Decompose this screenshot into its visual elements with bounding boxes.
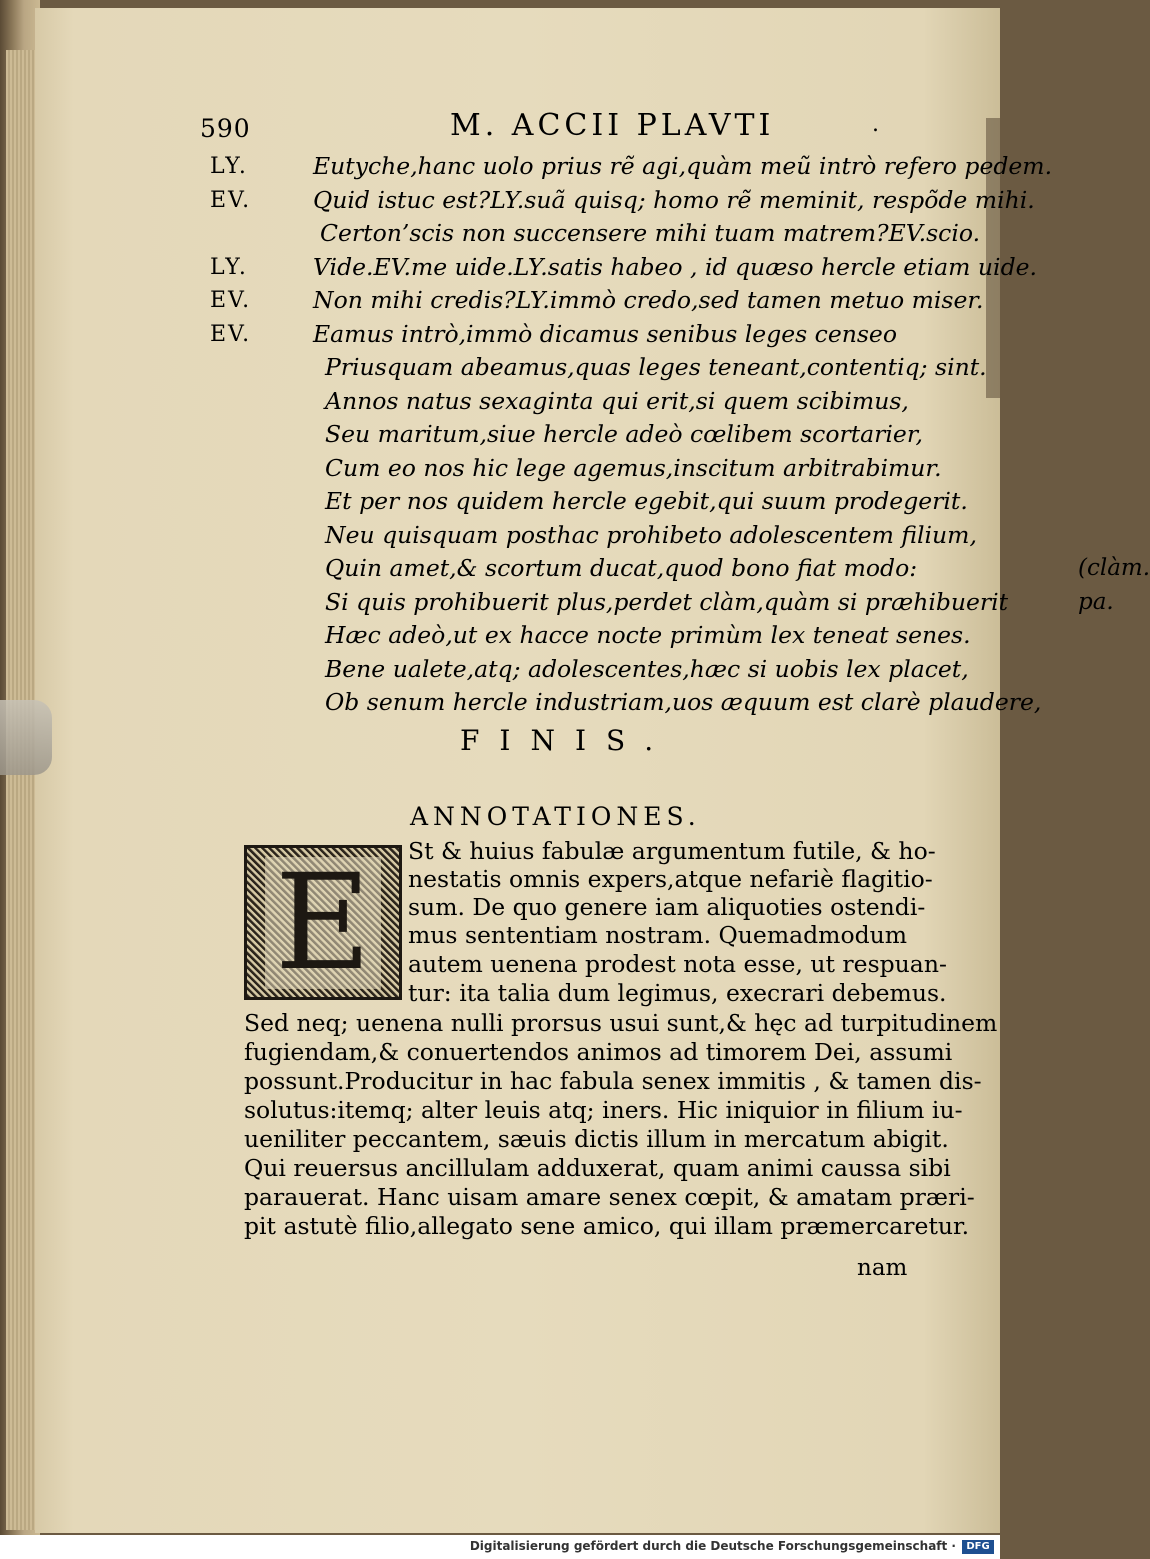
- verse-text: Vide.EV.me uide.LY.satis habeo , id quæso hercle etiam uide.: [313, 252, 1037, 281]
- verse-line: [210, 519, 977, 553]
- verse-line: [210, 452, 950, 486]
- verse-line: [210, 351, 987, 385]
- verse-line: [210, 385, 950, 419]
- verse-text: Hæc adeò,ut ex hacce nocte primùm lex teneat senes.: [325, 621, 971, 649]
- verse-text: Bene ualete,atq; adolescentes,hæc si uobis lex placet,: [325, 654, 969, 683]
- verse-line: [210, 686, 1042, 720]
- speaker-label: LY.: [210, 254, 248, 280]
- verse-line: [210, 284, 984, 318]
- verse-line: [210, 217, 981, 251]
- commentary-line: St & huius fabulæ argumentum futile, & ho-: [408, 837, 936, 865]
- margin-note: (clàm.: [1078, 555, 1150, 581]
- verse-line: [210, 485, 968, 519]
- running-head: [200, 108, 920, 148]
- commentary-line: tur: ita talia dum legimus, execrari debemus.: [408, 979, 947, 1007]
- annotations-heading: ANNOTATIONES.: [410, 802, 701, 831]
- page-stack-edge: [6, 50, 36, 1530]
- verse-text: Quid istuc est?LY.suã quisq; homo rẽ meminit, respõde mihi.: [313, 185, 1035, 214]
- speaker-label: EV.: [210, 321, 252, 347]
- verse-text: Eamus intrò,immò dicamus senibus leges censeo: [313, 319, 897, 348]
- catchword: nam: [857, 1255, 908, 1281]
- commentary-line: pit astutè filio,allegato sene amico, qui illam præmercaretur.: [244, 1212, 970, 1240]
- decorated-initial: [244, 845, 402, 1000]
- commentary-line: nestatis omnis expers,atque nefariè flagitio-: [408, 865, 933, 893]
- page-number: 590: [200, 114, 251, 143]
- verse-line: [210, 619, 971, 653]
- verse-line: [210, 251, 1037, 285]
- verse-line: [210, 184, 1035, 218]
- verse-text: Non mihi credis?LY.immò credo,sed tamen metuo miser.: [313, 286, 984, 314]
- play-text: [210, 150, 1150, 720]
- verse-text: Annos natus sexaginta qui erit,si quem scibimus,: [325, 386, 909, 415]
- verse-text: Et per nos quidem hercle egebit,qui suum prodegerit.: [325, 487, 968, 515]
- verse-text: Seu maritum,siue hercle adeò cœlibem scortarier,: [325, 420, 923, 448]
- verse-text: Certon’scis non succensere mihi tuam matrem?EV.scio.: [320, 219, 981, 247]
- margin-note: pa.: [1078, 588, 1114, 615]
- verse-text: Si quis prohibuerit plus,perdet clàm,quàm si præhibuerit: [325, 587, 1009, 616]
- verse-text: Ob senum hercle industriam,uos æquum est clarè plaudere,: [325, 688, 1042, 716]
- running-head-mark: .: [872, 112, 879, 137]
- commentary-line: mus sententiam nostram. Quemadmodum: [408, 921, 908, 949]
- speaker-label: EV.: [210, 187, 252, 213]
- commentary-line: fugiendam,& conuertendos animos ad timorem Dei, assumi: [244, 1038, 953, 1066]
- commentary-line: possunt.Producitur in hac fabula senex immitis , & tamen dis-: [244, 1067, 982, 1095]
- verse-line: [210, 552, 1150, 586]
- dfg-logo[interactable]: DFG: [962, 1540, 994, 1554]
- finis-heading: FINIS.: [460, 724, 674, 757]
- commentary-line: autem uenena prodest nota esse, ut respuan-: [408, 950, 947, 978]
- verse-text: Priusquam abeamus,quas leges teneant,contentiq; sint.: [325, 353, 987, 381]
- commentary-line: solutus:itemq; alter leuis atq; iners. Hic iniquior in filium iu-: [244, 1096, 963, 1124]
- footer-credit: Digitalisierung gefördert durch die Deutsche Forschungsgemeinschaft ·: [469, 1539, 956, 1553]
- verse-line: [210, 150, 1053, 184]
- verse-text: Neu quisquam posthac prohibeto adolescentem filium,: [325, 520, 977, 549]
- initial-letter: E: [265, 857, 381, 989]
- verse-text: Eutyche,hanc uolo prius rẽ agi,quàm meũ intrò refero pedem.: [313, 152, 1053, 180]
- commentary-line: Qui reuersus ancillulam adduxerat, quam animi caussa sibi: [244, 1154, 951, 1182]
- digitization-footer: [0, 1535, 1000, 1559]
- verse-line: [210, 586, 1114, 620]
- commentary-line: ueniliter peccantem, sæuis dictis illum in mercatum abigit.: [244, 1125, 949, 1153]
- verse-line: [210, 653, 969, 687]
- verse-text: Cum eo nos hic lege agemus,inscitum arbitrabimur.: [325, 453, 942, 482]
- verse-line: [210, 418, 950, 452]
- commentary-line: Sed neq; uenena nulli prorsus usui sunt,& hęc ad turpitudinem: [244, 1009, 998, 1037]
- speaker-label: EV.: [210, 288, 252, 313]
- commentary-line: parauerat. Hanc uisam amare senex cœpit, & amatam præri-: [244, 1183, 975, 1211]
- verse-text: Quin amet,& scortum ducat,quod bono fiat modo:: [325, 554, 918, 582]
- speaker-label: LY.: [210, 154, 248, 179]
- running-title: M. ACCII PLAVTI: [450, 108, 775, 143]
- verse-line: [210, 318, 950, 352]
- book-clip: [0, 700, 52, 775]
- commentary-line: sum. De quo genere iam aliquoties ostendi-: [408, 893, 926, 921]
